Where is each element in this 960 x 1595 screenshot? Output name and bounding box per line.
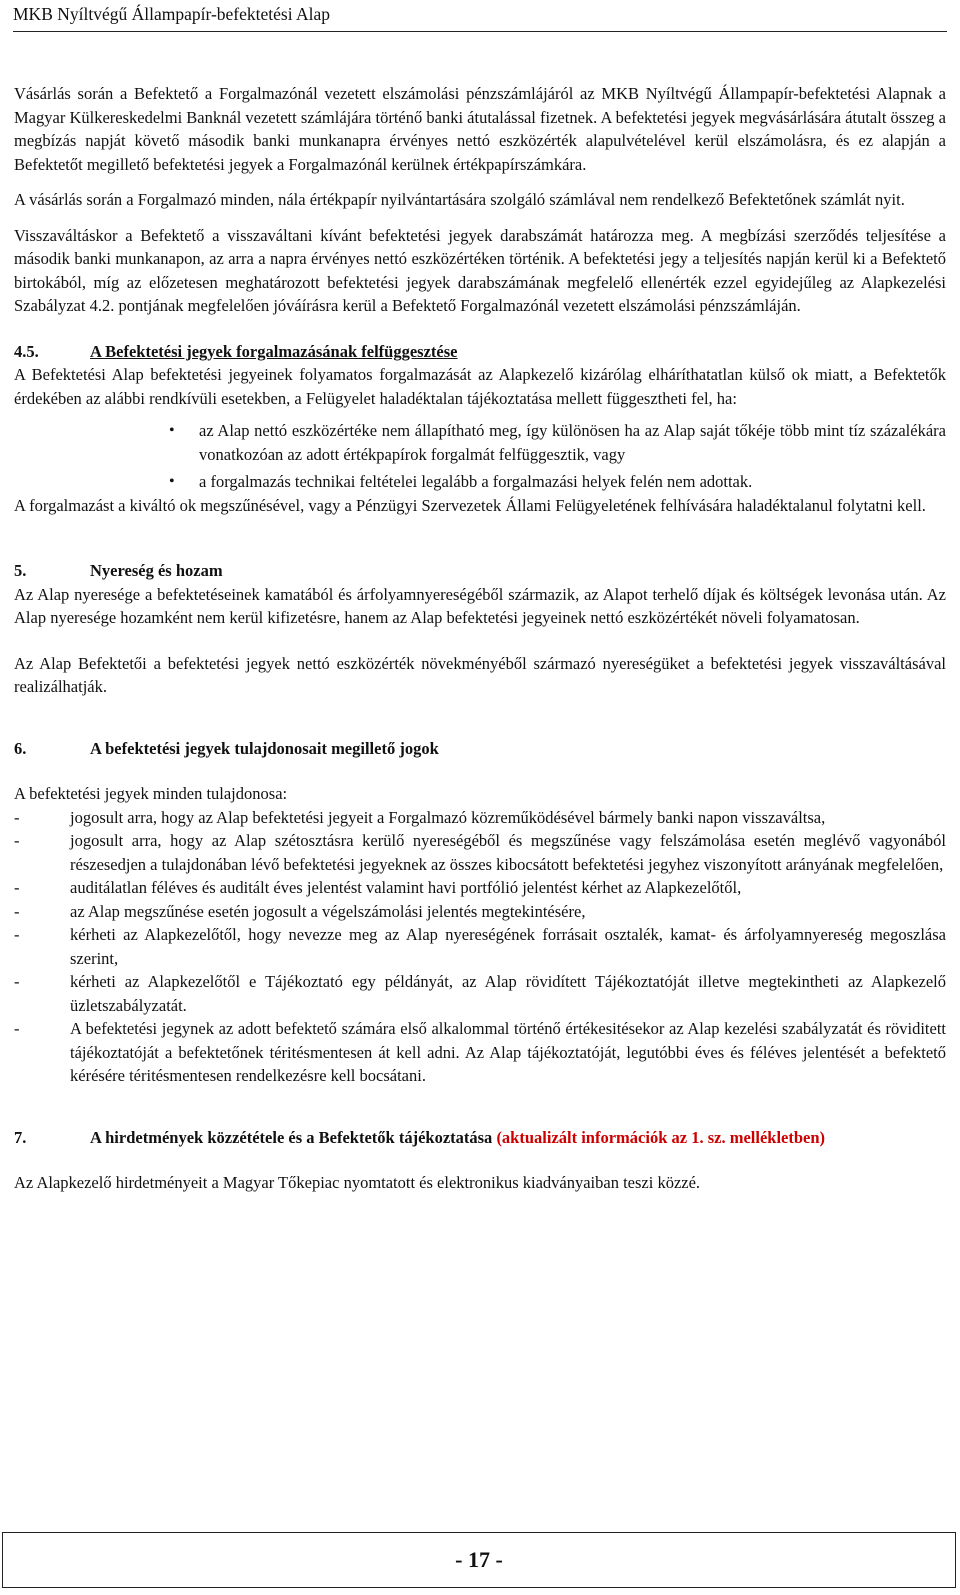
page-header	[13, 3, 947, 32]
paragraph-profit-realization: Az Alap Befektetői a befektetési jegyek nettó eszközérték növekményéből származó nyereségüket a befektetési jegyek visszaváltásával realizálhatják.	[14, 653, 946, 696]
suspension-conditions-list	[14, 419, 946, 494]
section-heading-5	[14, 559, 946, 583]
document-body	[14, 82, 946, 1195]
section-number: 4.5.	[14, 341, 39, 361]
list-item: • a forgalmazás technikai feltételei legalább a forgalmazási helyek felén nem adottak.	[199, 470, 946, 494]
document-title: MKB Nyíltvégű Állampapír-befektetési Alap	[13, 4, 331, 24]
list-item: - kérheti az Alapkezelőtől e Tájékoztató egy példányát, az Alap rövidített Tájékoztatóját illetve megtekintheti az Alapkezelő üzletszabályzatát.	[70, 970, 946, 1017]
list-item: - jogosult arra, hogy az Alap szétosztásra kerülő nyereségéből és megszűnése vagy felszámolása esetén meglévő vagyonából részesedjen a tulajdonában lévő befektetési jegyeknek az összes kibocsátott befektetési jegyhez viszonyított arányának megfelelően,	[70, 829, 946, 876]
section-heading-4-5	[14, 340, 946, 364]
paragraph-suspension-intro: A Befektetési Alap befektetési jegyeinek folyamatos forgalmazását az Alapkezelő kizárólag elháríthatatlan külső ok miatt, a Befektetők érdekében az alábbi rendkívüli esetekben, a Felügyelet haladéktalan tájékoztatása mellett függesztheti fel, ha:	[14, 365, 946, 408]
paragraph-announcements: Az Alapkezelő hirdetményeit a Magyar Tőkepiac nyomtatott és elektronikus kiadványaiban teszi közzé.	[14, 1173, 701, 1192]
list-item: - A befektetési jegynek az adott befektető számára első alkalommal történő értékesitésekor az Alap kezelési szabályzatát és röviditett tájékoztatóját a befektetőnek téritésmentesen át kell adni. Az Alap tájékoztatóját, legutóbbi éves és féléves jelentését a befektető kérésére téritésmentesen rendelkezésre kell bocsátani.	[70, 1017, 946, 1088]
page-number: - 17 -	[455, 1547, 503, 1572]
section-heading-7	[14, 1126, 946, 1150]
section-title: Nyereség és hozam	[90, 561, 223, 580]
section-title: A befektetési jegyek tulajdonosait megillető jogok	[90, 738, 439, 758]
section-title: A Befektetési jegyek forgalmazásának felfüggesztése	[90, 341, 458, 361]
list-item: - auditálatlan féléves és auditált éves jelentést valamint havi portfólió jelentést kérhet az Alapkezelőtől,	[70, 876, 946, 900]
paragraph-suspension-outro: A forgalmazást a kiváltó ok megszűnésével, vagy a Pénzügyi Szervezetek Állami Felügyeletének felhívására haladéktalanul folytatni kell.	[14, 495, 926, 515]
paragraph-rights-intro: A befektetési jegyek minden tulajdonosa:	[14, 784, 288, 803]
section-number: 5.	[14, 561, 27, 580]
paragraph-purchase: Vásárlás során a Befektető a Forgalmazónál vezetett elszámolási pénzszámlájáról az MKB Nyíltvégű Állampapír-befektetési Alapnak a Magyar Külkereskedelmi Banknál vezetett számlájára történő banki átutalással fizetnek. A befektetési jegyek megvásárlására átutalt összeg a megbízás napját követő második banki munkanapra érvényes nettó eszközérték alapulvételével kerül elszámolásra, és ez alapján a Befektetőt megillető befektetési jegyek a Forgalmazónál kerülnek értékpapírszámkára.	[14, 84, 946, 174]
section-number: 7.	[14, 1127, 27, 1147]
list-item: - az Alap megszűnése esetén jogosult a végelszámolási jelentés megtekintésére,	[70, 900, 946, 924]
section-note: (aktualizált információk az 1. sz. mellékletben)	[496, 1127, 826, 1147]
page-number-box	[2, 1532, 956, 1588]
list-item: • az Alap nettó eszközértéke nem állapítható meg, így különösen ha az Alap saját tőkéje több mint tíz százalékára vonatkozóan az adott értékpapírok forgalmát felfüggesztik, vagy	[199, 419, 946, 466]
section-number: 6.	[14, 738, 27, 758]
paragraph-redemption: Visszaváltáskor a Befektető a visszaváltani kívánt befektetési jegyek darabszámát határozza meg. A megbízási szerződés teljesítése a második banki munkanapon, az arra a napra érvényes nettó eszközértéken történik. A befektetési jegy a teljesítés napján kerül ki a Befektető birtokából, míg az előzetesen meghatározott befektetési jegyek darabszámának megfelelő ellenérték ezzel egyidejűleg az Alapkezelési Szabályzat 4.2. pontjának megfelelően jóváírásra kerül a Befektető Forgalmazónál vezetett elszámolási pénzszámláján.	[14, 225, 946, 315]
paragraph-account-opening: A vásárlás során a Forgalmazó minden, nála értékpapír nyilvántartására szolgáló számlával nem rendelkező Befektetőnek számlát nyit.	[14, 190, 905, 209]
list-item: - kérheti az Alapkezelőtől, hogy nevezze meg az Alap nyereségének forrásait osztalék, kamat- és árfolyamnyereség megoszlása szerint,	[70, 923, 946, 970]
rights-list	[14, 806, 946, 1088]
list-item: - jogosult arra, hogy az Alap befektetési jegyeit a Forgalmazó közreműködésével bármely banki napon visszaváltsa,	[70, 806, 946, 830]
paragraph-profit: Az Alap nyeresége a befektetéseinek kamatából és árfolyamnyereségéből származik, az Alapot terhelő díjak és költségek levonása után. Az Alap nyeresége hozamként nem kerül kifizetésre, hanem az Alap befektetési jegyeinek nettó eszközértékét növeli folyamatosan.	[14, 584, 946, 627]
section-title: A hirdetmények közzététele és a Befektetők tájékoztatása	[90, 1127, 493, 1147]
section-heading-6	[14, 737, 946, 761]
